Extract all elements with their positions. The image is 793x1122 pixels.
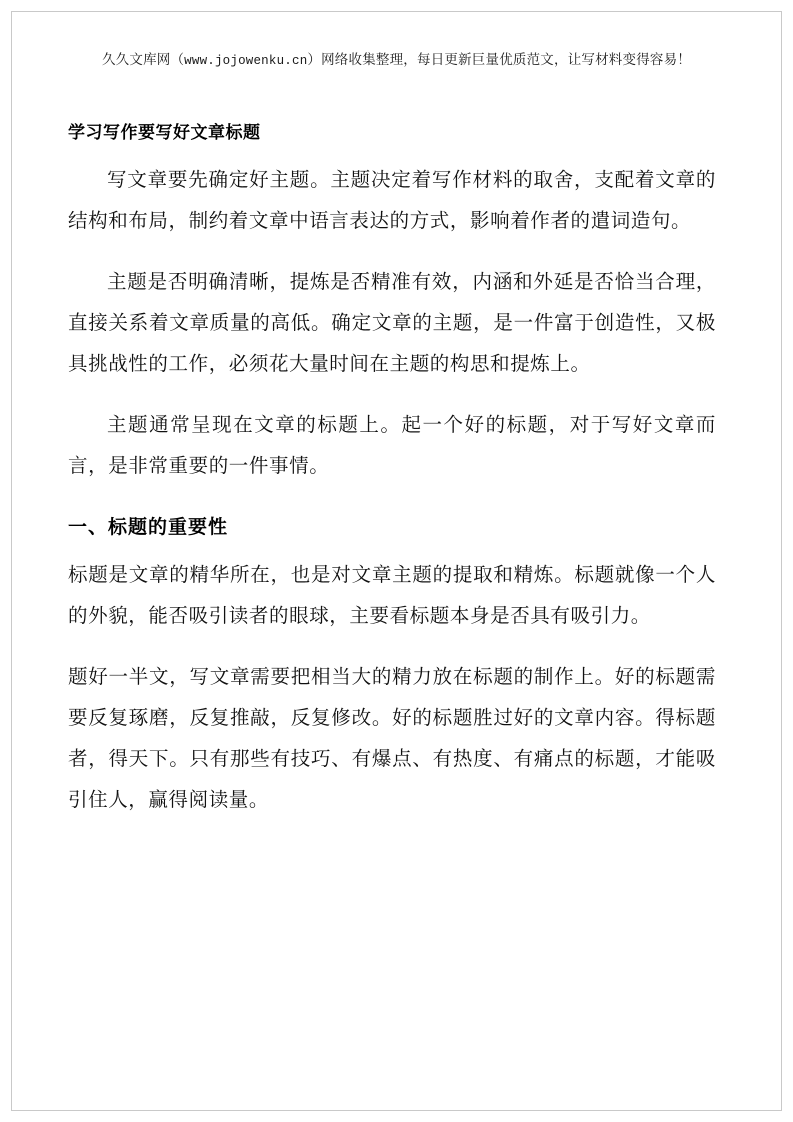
- paragraph-5: 题好一半文，写文章需要把相当大的精力放在标题的制作上。好的标题需要反复琢磨，反复推敲，反复修改。好的标题胜过好的文章内容。得标题者，得天下。只有那些有技巧、有爆点、有热度、有痛点的标题，才能吸引住人，赢得阅读量。: [68, 667, 716, 811]
- watermark-suffix: ）网络收集整理，每日更新巨量优质范文，让写材料变得容易！: [307, 52, 692, 67]
- page-title: 学习写作要写好文章标题: [68, 123, 261, 143]
- paragraph-1: 写文章要先确定好主题。主题决定着写作材料的取舍，支配着文章的结构和布局，制约着文章中语言表达的方式，影响着作者的遣词造句。: [68, 170, 716, 232]
- section-heading-1: 一、标题的重要性: [68, 516, 229, 538]
- watermark-prefix: 久久文库网（: [101, 52, 185, 67]
- watermark-header: [0, 48, 793, 68]
- document-body: [68, 160, 716, 841]
- watermark-url: www.jojowenku.cn: [184, 54, 308, 68]
- paragraph-4: 标题是文章的精华所在，也是对文章主题的提取和精炼。标题就像一个人的外貌，能否吸引读者的眼球，主要看标题本身是否具有吸引力。: [68, 565, 716, 627]
- paragraph-3: 主题通常呈现在文章的标题上。起一个好的标题，对于写好文章而言，是非常重要的一件事情。: [68, 415, 716, 477]
- paragraph-2: 主题是否明确清晰，提炼是否精准有效，内涵和外延是否恰当合理，直接关系着文章质量的高低。确定文章的主题，是一件富于创造性，又极具挑战性的工作，必须花大量时间在主题的构思和提炼上。: [68, 272, 716, 375]
